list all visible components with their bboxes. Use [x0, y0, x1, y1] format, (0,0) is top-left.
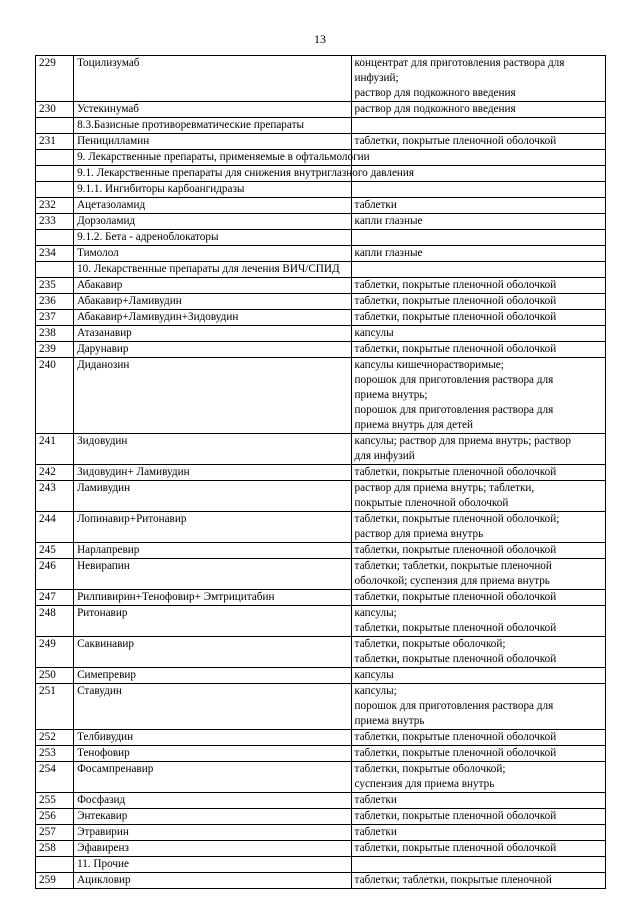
dosage-form-line: капсулы; [354, 607, 397, 619]
drug-name: Дарунавир [74, 342, 351, 358]
row-number-cell [36, 150, 74, 166]
dosage-form-line: раствор для приема внутрь; таблетки, [354, 482, 535, 494]
row-number: 232 [36, 198, 74, 214]
row-number: 245 [36, 543, 74, 559]
dosage-form-cell [351, 809, 605, 825]
section-title: 11. Прочие [74, 857, 351, 873]
dosage-form-cell [351, 56, 605, 102]
table-row [36, 134, 606, 150]
table-row [36, 214, 606, 230]
table-row [36, 326, 606, 342]
table-row [36, 590, 606, 606]
dosage-form-cell [351, 793, 605, 809]
dosage-form-cell [351, 730, 605, 746]
section-row [36, 182, 606, 198]
dosage-form-line: капли глазные [354, 247, 423, 259]
dosage-form-cell [351, 214, 605, 230]
row-number-cell [36, 262, 74, 278]
dosage-form-cell [351, 150, 605, 166]
table-row [36, 434, 606, 465]
table-row [36, 198, 606, 214]
dosage-form-line: суспензия для приема внутрь [354, 778, 495, 790]
table-row [36, 310, 606, 326]
drug-name: Лопинавир+Ритонавир [74, 512, 351, 543]
dosage-form-line: оболочкой; суспензия для приема внутрь [354, 575, 550, 587]
row-number: 248 [36, 606, 74, 637]
section-title: 9.1.1. Ингибиторы карбоангидразы [74, 182, 351, 198]
dosage-form-line: таблетки, покрытые пленочной оболочкой [354, 343, 557, 355]
section-title: 9.1.2. Бета - адреноблокаторы [74, 230, 351, 246]
dosage-form-cell [351, 512, 605, 543]
section-row [36, 262, 606, 278]
table-row [36, 762, 606, 793]
drug-name: Атазанавир [74, 326, 351, 342]
table-row [36, 873, 606, 889]
dosage-form-cell [351, 310, 605, 326]
drug-table [35, 55, 606, 889]
dosage-form-line: порошок для приготовления раствора для [354, 700, 554, 712]
dosage-form-line: таблетки, покрытые пленочной оболочкой [354, 135, 557, 147]
row-number: 254 [36, 762, 74, 793]
dosage-form-cell [351, 102, 605, 118]
drug-name: Невирапин [74, 559, 351, 590]
dosage-form-line: таблетки, покрытые пленочной оболочкой [354, 544, 557, 556]
dosage-form-cell [351, 668, 605, 684]
dosage-form-cell [351, 857, 605, 873]
dosage-form-line: инфузий; [354, 72, 399, 84]
dosage-form-cell [351, 481, 605, 512]
dosage-form-cell [351, 342, 605, 358]
table-row [36, 606, 606, 637]
dosage-form-cell [351, 294, 605, 310]
dosage-form-cell [351, 543, 605, 559]
dosage-form-cell [351, 198, 605, 214]
dosage-form-cell [351, 134, 605, 150]
drug-name: Пеницилламин [74, 134, 351, 150]
section-row [36, 150, 606, 166]
row-number: 241 [36, 434, 74, 465]
drug-name: Саквинавир [74, 637, 351, 668]
dosage-form-line: концентрат для приготовления раствора для [354, 57, 565, 69]
row-number: 243 [36, 481, 74, 512]
dosage-form-line: капсулы кишечнорастворимые; [354, 359, 504, 371]
dosage-form-line: капсулы [354, 669, 394, 681]
dosage-form-cell [351, 465, 605, 481]
drug-name: Этравирин [74, 825, 351, 841]
row-number: 242 [36, 465, 74, 481]
dosage-form-line: капли глазные [354, 215, 423, 227]
drug-name: Устекинумаб [74, 102, 351, 118]
section-row [36, 118, 606, 134]
dosage-form-line: таблетки [354, 199, 397, 211]
dosage-form-cell [351, 358, 605, 434]
row-number: 250 [36, 668, 74, 684]
dosage-form-cell [351, 746, 605, 762]
row-number: 231 [36, 134, 74, 150]
dosage-form-line: таблетки, покрытые пленочной оболочкой [354, 591, 557, 603]
dosage-form-cell [351, 590, 605, 606]
table-row [36, 481, 606, 512]
drug-name: Тоцилизумаб [74, 56, 351, 102]
table-row [36, 294, 606, 310]
section-title: 10. Лекарственные препараты для лечения ВИЧ/СПИД [74, 262, 351, 278]
dosage-form-cell [351, 246, 605, 262]
dosage-form-cell [351, 606, 605, 637]
row-number: 244 [36, 512, 74, 543]
dosage-form-cell [351, 762, 605, 793]
dosage-form-line: таблетки; таблетки, покрытые пленочной [354, 560, 552, 572]
drug-name: Нарлапревир [74, 543, 351, 559]
section-title: 8.3.Базисные противоревматические препараты [74, 118, 351, 134]
dosage-form-line: порошок для приготовления раствора для [354, 404, 554, 416]
drug-name: Ритонавир [74, 606, 351, 637]
dosage-form-line: для инфузий [354, 450, 415, 462]
table-row [36, 637, 606, 668]
drug-name: Эфавиренз [74, 841, 351, 857]
dosage-form-line: таблетки; таблетки, покрытые пленочной [354, 874, 552, 886]
row-number-cell [36, 182, 74, 198]
drug-name: Фосфазид [74, 793, 351, 809]
table-row [36, 56, 606, 102]
drug-name: Ацетазоламид [74, 198, 351, 214]
dosage-form-line: раствор для подкожного введения [354, 103, 516, 115]
section-title: 9. Лекарственные препараты, применяемые в офтальмологии [74, 150, 351, 166]
drug-name: Абакавир+Ламивудин [74, 294, 351, 310]
dosage-form-line: таблетки, покрытые оболочкой; [354, 763, 506, 775]
row-number: 240 [36, 358, 74, 434]
section-row [36, 230, 606, 246]
row-number: 229 [36, 56, 74, 102]
dosage-form-cell [351, 873, 605, 889]
table-row [36, 512, 606, 543]
dosage-form-cell [351, 684, 605, 730]
table-row [36, 543, 606, 559]
dosage-form-cell [351, 230, 605, 246]
dosage-form-line: таблетки, покрытые пленочной оболочкой [354, 747, 557, 759]
dosage-form-cell [351, 262, 605, 278]
drug-name: Абакавир+Ламивудин+Зидовудин [74, 310, 351, 326]
dosage-form-line: капсулы; [354, 685, 397, 697]
dosage-form-line: таблетки [354, 826, 397, 838]
section-row [36, 857, 606, 873]
table-row [36, 730, 606, 746]
row-number: 237 [36, 310, 74, 326]
row-number: 230 [36, 102, 74, 118]
dosage-form-line: таблетки, покрытые пленочной оболочкой [354, 279, 557, 291]
row-number-cell [36, 857, 74, 873]
table-row [36, 793, 606, 809]
dosage-form-cell [351, 825, 605, 841]
drug-name: Зидовудин+ Ламивудин [74, 465, 351, 481]
table-row [36, 102, 606, 118]
dosage-form-cell [351, 434, 605, 465]
dosage-form-cell [351, 841, 605, 857]
drug-name: Диданозин [74, 358, 351, 434]
row-number: 238 [36, 326, 74, 342]
row-number: 258 [36, 841, 74, 857]
dosage-form-line: капсулы [354, 327, 394, 339]
dosage-form-line: приема внутрь [354, 715, 425, 727]
dosage-form-line: таблетки, покрытые пленочной оболочкой [354, 622, 557, 634]
drug-name: Энтекавир [74, 809, 351, 825]
drug-name: Ламивудин [74, 481, 351, 512]
row-number: 246 [36, 559, 74, 590]
row-number: 252 [36, 730, 74, 746]
table-row [36, 278, 606, 294]
table-row [36, 246, 606, 262]
dosage-form-line: таблетки [354, 794, 397, 806]
section-row [36, 166, 606, 182]
drug-name: Тимолол [74, 246, 351, 262]
drug-name: Ставудин [74, 684, 351, 730]
table-row [36, 668, 606, 684]
drug-name: Телбивудин [74, 730, 351, 746]
dosage-form-cell [351, 118, 605, 134]
row-number-cell [36, 230, 74, 246]
dosage-form-line: таблетки, покрытые пленочной оболочкой [354, 311, 557, 323]
row-number: 247 [36, 590, 74, 606]
row-number: 259 [36, 873, 74, 889]
row-number: 251 [36, 684, 74, 730]
drug-name: Рилпивирин+Тенофовир+ Эмтрицитабин [74, 590, 351, 606]
drug-name: Тенофовир [74, 746, 351, 762]
row-number: 239 [36, 342, 74, 358]
dosage-form-cell [351, 326, 605, 342]
drug-name: Дорзоламид [74, 214, 351, 230]
dosage-form-line: таблетки, покрытые пленочной оболочкой [354, 842, 557, 854]
dosage-form-line: приема внутрь; [354, 389, 428, 401]
dosage-form-line: таблетки, покрытые пленочной оболочкой [354, 810, 557, 822]
dosage-form-line: таблетки, покрытые пленочной оболочкой [354, 653, 557, 665]
drug-name: Зидовудин [74, 434, 351, 465]
dosage-form-line: порошок для приготовления раствора для [354, 374, 554, 386]
drug-table-body [36, 56, 606, 889]
table-row [36, 358, 606, 434]
table-row [36, 746, 606, 762]
row-number: 236 [36, 294, 74, 310]
row-number: 233 [36, 214, 74, 230]
table-row [36, 559, 606, 590]
drug-name: Фосампренавир [74, 762, 351, 793]
dosage-form-line: таблетки, покрытые пленочной оболочкой; [354, 513, 560, 525]
dosage-form-line: капсулы; раствор для приема внутрь; раствор [354, 435, 571, 447]
row-number-cell [36, 118, 74, 134]
row-number-cell [36, 166, 74, 182]
table-row [36, 841, 606, 857]
row-number: 249 [36, 637, 74, 668]
row-number: 257 [36, 825, 74, 841]
section-title: 9.1. Лекарственные препараты для снижения внутриглазного давления [74, 166, 351, 182]
dosage-form-line: раствор для подкожного введения [354, 87, 516, 99]
row-number: 255 [36, 793, 74, 809]
drug-name: Ацикловир [74, 873, 351, 889]
table-row [36, 342, 606, 358]
dosage-form-line: таблетки, покрытые оболочкой; [354, 638, 506, 650]
dosage-form-line: таблетки, покрытые пленочной оболочкой [354, 731, 557, 743]
drug-name: Абакавир [74, 278, 351, 294]
dosage-form-cell [351, 637, 605, 668]
row-number: 253 [36, 746, 74, 762]
dosage-form-cell [351, 559, 605, 590]
dosage-form-cell [351, 182, 605, 198]
drug-name: Симепревир [74, 668, 351, 684]
dosage-form-cell [351, 278, 605, 294]
dosage-form-line: покрытые пленочной оболочкой [354, 497, 509, 509]
dosage-form-line: таблетки, покрытые пленочной оболочкой [354, 295, 557, 307]
dosage-form-line: раствор для приема внутрь [354, 528, 484, 540]
row-number: 235 [36, 278, 74, 294]
page-number: 13 [314, 32, 326, 46]
table-row [36, 465, 606, 481]
table-row [36, 825, 606, 841]
row-number: 234 [36, 246, 74, 262]
table-row [36, 809, 606, 825]
dosage-form-line: таблетки, покрытые пленочной оболочкой [354, 466, 557, 478]
table-row [36, 684, 606, 730]
row-number: 256 [36, 809, 74, 825]
dosage-form-line: приема внутрь для детей [354, 419, 473, 431]
